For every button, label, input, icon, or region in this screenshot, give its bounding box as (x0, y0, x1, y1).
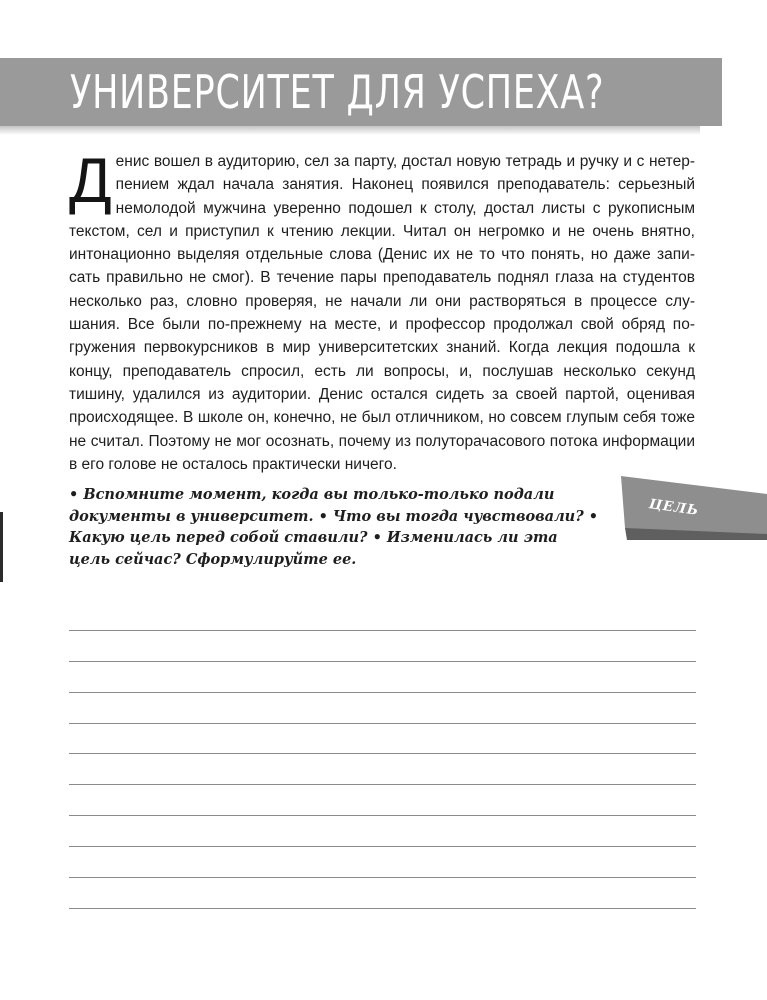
page-edge-mark (0, 512, 3, 582)
answer-line[interactable] (69, 816, 696, 847)
reflection-prompt: • Вспомните момент, когда вы только-только подали документы в университет. • Что вы тогда чувствовали? • Какую цель перед собой ставили? • Изменилась ли эта цель сейчас? Сформулируйте ее. (69, 486, 599, 568)
answer-line[interactable] (69, 662, 696, 693)
story-paragraph (69, 146, 695, 476)
drop-cap: Д (69, 146, 112, 216)
goal-tab (621, 476, 767, 540)
page-title: УНИВЕРСИТЕТ ДЛЯ УСПЕХА? (70, 65, 605, 119)
answer-line[interactable] (69, 600, 696, 631)
answer-line[interactable] (69, 724, 696, 755)
title-banner-shadow (0, 126, 700, 135)
answer-line[interactable] (69, 878, 696, 909)
goal-tab-label: ЦЕЛЬ (647, 496, 701, 519)
story-text: енис вошел в аудиторию, сел за парту, достал новую тетрадь и ручку и с нетерпением ждал начала занятия. Наконец появился преподаватель: серьезный немолодой мужчина уверенно подошел к столу, достал листы с рукописным текстом, сел и приступил к чтению лекции. Читал он негромко и не очень внятно, интонационно выделяя отдельные слова (Денис их не то что понять, но даже записать правильно не смог). В течение пары преподаватель поднял глаза на студентов несколько раз, словно проверяя, не начали ли они растворяться в процессе слушания. Все были по-прежнему на месте, и профессор продолжал свой обряд погружения первокурсников в мир университетских знаний. Когда лекция подошла к концу, преподаватель спросил, есть ли вопросы, и, послушав несколько секунд тишину, удалился из аудитории. Денис остался сидеть за своей партой, оценивая происходящее. В школе он, конечно, не был отличником, но совсем глупым себя тоже не считал. Поэтому не мог осознать, почему из полуторачасового потока информации в его голове не осталось практически ничего. (69, 153, 695, 473)
answer-line[interactable] (69, 631, 696, 662)
answer-line[interactable] (69, 847, 696, 878)
answer-lines[interactable] (69, 600, 696, 909)
answer-line[interactable] (69, 754, 696, 785)
answer-line[interactable] (69, 693, 696, 724)
answer-line[interactable] (69, 785, 696, 816)
